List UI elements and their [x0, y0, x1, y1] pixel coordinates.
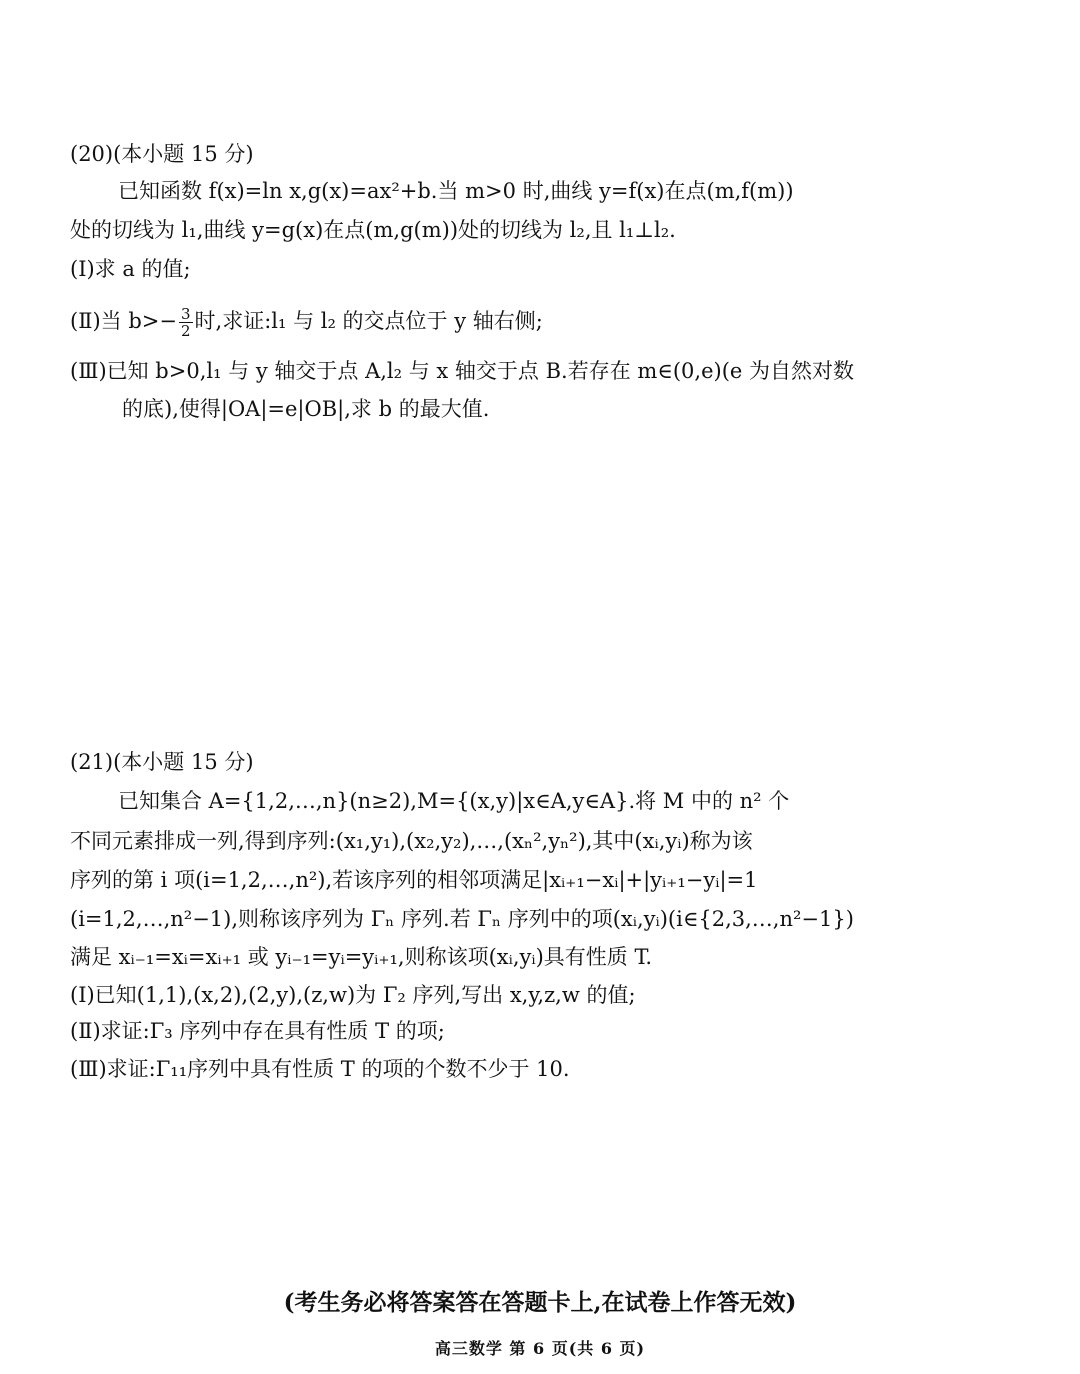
q20-part-3-line-1: (Ⅲ)已知 b>0,l₁ 与 y 轴交于点 A,l₂ 与 x 轴交于点 B.若存在 m∈(0,e)(e 为自然对数 — [70, 359, 854, 383]
fraction-denominator: 2 — [180, 322, 191, 340]
q20-part-1: (Ⅰ)求 a 的值; — [70, 257, 191, 281]
fraction — [179, 306, 193, 339]
q21-header: (21)(本小题 15 分) — [70, 750, 254, 774]
q20-header: (20)(本小题 15 分) — [70, 142, 254, 166]
answer-card-notice: (考生务必将答案答在答题卡上,在试卷上作答无效) — [283, 1289, 797, 1316]
q21-part-2: (Ⅱ)求证:Γ₃ 序列中存在具有性质 T 的项; — [70, 1019, 445, 1043]
q21-part-3: (Ⅲ)求证:Γ₁₁序列中具有性质 T 的项的个数不少于 10. — [70, 1057, 570, 1081]
fraction-numerator: 3 — [180, 305, 191, 323]
q20-stem-line-2: 处的切线为 l₁,曲线 y=g(x)在点(m,g(m))处的切线为 l₂,且 l₁⊥l₂. — [70, 218, 676, 242]
q21-stem-line-2: 不同元素排成一列,得到序列:(x₁,y₁),(x₂,y₂),…,(xₙ²,yₙ²),其中(xᵢ,yᵢ)称为该 — [70, 829, 753, 853]
q20-part-2-prefix: (Ⅱ)当 b>− — [70, 309, 177, 333]
q20-part-2 — [70, 306, 543, 339]
page-footer: 高三数学 第 6 页(共 6 页) — [434, 1339, 646, 1358]
q20-part-2-suffix: 时,求证:l₁ 与 l₂ 的交点位于 y 轴右侧; — [194, 309, 543, 333]
q21-stem-line-3: 序列的第 i 项(i=1,2,…,n²),若该序列的相邻项满足|xᵢ₊₁−xᵢ|+|yᵢ₊₁−yᵢ|=1 — [70, 868, 758, 892]
q20-part-3-line-2: 的底),使得|OA|=e|OB|,求 b 的最大值. — [122, 397, 490, 421]
q21-stem-line-4: (i=1,2,…,n²−1),则称该序列为 Γₙ 序列.若 Γₙ 序列中的项(xᵢ,yᵢ)(i∈{2,3,…,n²−1}) — [70, 907, 854, 931]
q20-stem-line-1: 已知函数 f(x)=ln x,g(x)=ax²+b.当 m>0 时,曲线 y=f(x)在点(m,f(m)) — [118, 179, 794, 203]
q21-stem-line-1: 已知集合 A={1,2,…,n}(n≥2),M={(x,y)|x∈A,y∈A}.将 M 中的 n² 个 — [118, 789, 790, 813]
q21-stem-line-5: 满足 xᵢ₋₁=xᵢ=xᵢ₊₁ 或 yᵢ₋₁=yᵢ=yᵢ₊₁,则称该项(xᵢ,yᵢ)具有性质 T. — [70, 945, 653, 969]
q21-part-1: (Ⅰ)已知(1,1),(x,2),(2,y),(z,w)为 Γ₂ 序列,写出 x,y,z,w 的值; — [70, 983, 636, 1007]
